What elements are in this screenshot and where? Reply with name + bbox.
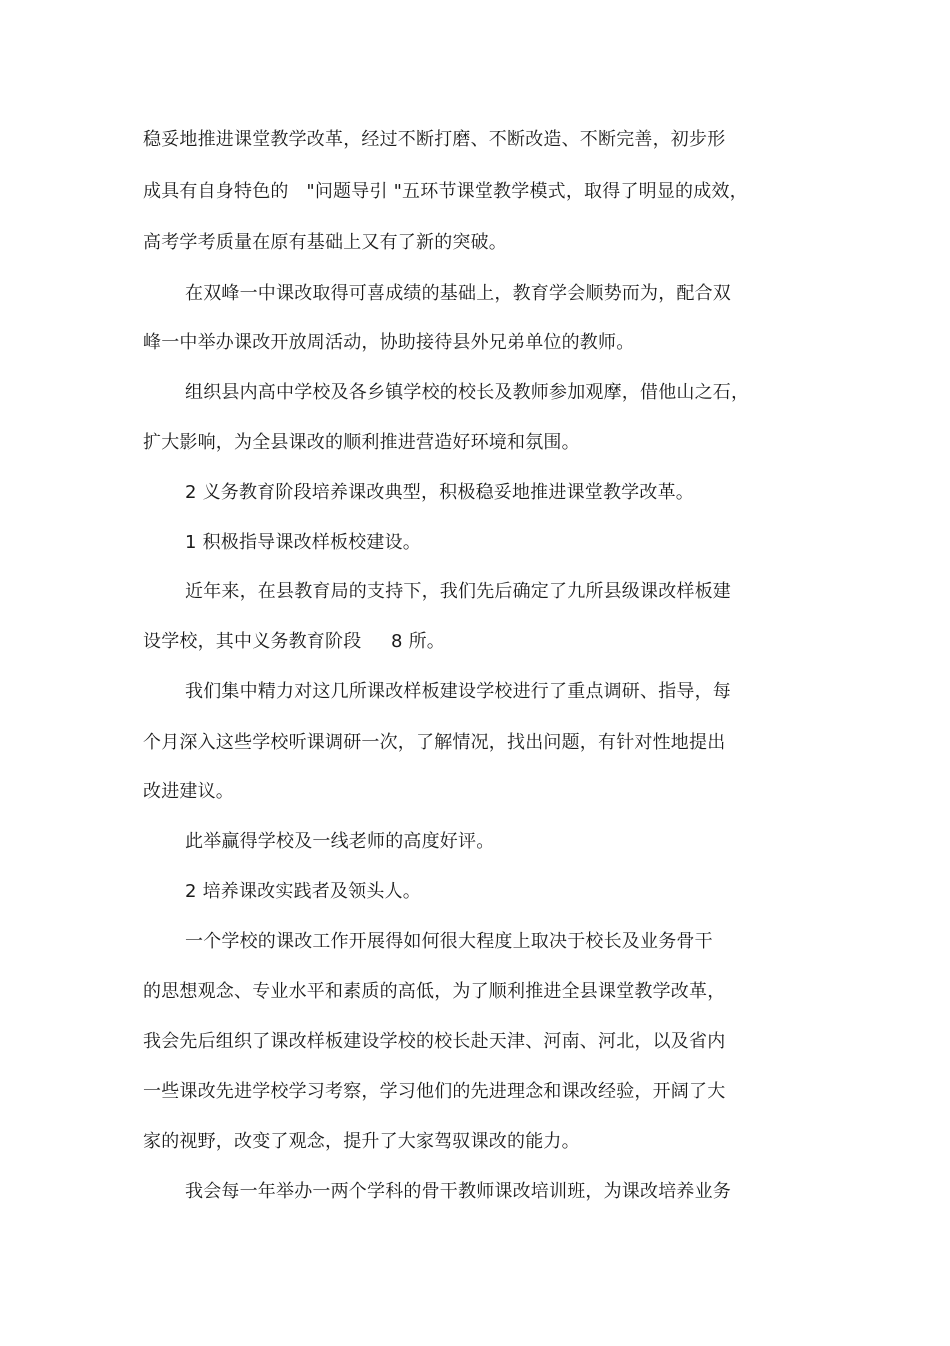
text-line: 成具有自身特色的 "问题导引 "五环节课堂教学模式，取得了明显的成效， xyxy=(143,181,748,202)
text-line: 此举赢得学校及一线老师的高度好评。 xyxy=(185,831,495,852)
text-line: 我会每一年举办一两个学科的骨干教师课改培训班，为课改培养业务 xyxy=(185,1181,731,1202)
text-line: 在双峰一中课改取得可喜成绩的基础上，教育学会顺势而为，配合双 xyxy=(185,283,731,304)
text-line: 我们集中精力对这几所课改样板建设学校进行了重点调研、指导，每 xyxy=(185,681,731,702)
text-line: 的思想观念、专业水平和素质的高低，为了顺利推进全县课堂教学改革， xyxy=(143,981,726,1002)
text-line: 2 义务教育阶段培养课改典型，积极稳妥地推进课堂教学改革。 xyxy=(185,482,694,503)
text-line: 高考学考质量在原有基础上又有了新的突破。 xyxy=(143,232,507,253)
text-line: 一个学校的课改工作开展得如何很大程度上取决于校长及业务骨干 xyxy=(185,931,713,952)
text-line: 扩大影响，为全县课改的顺利推进营造好环境和氛围。 xyxy=(143,432,580,453)
text-line: 组织县内高中学校及各乡镇学校的校长及教师参加观摩，借他山之石， xyxy=(185,382,750,403)
text-line: 我会先后组织了课改样板建设学校的校长赴天津、河南、河北，以及省内 xyxy=(143,1031,726,1052)
text-line: 个月深入这些学校听课调研一次，了解情况，找出问题，有针对性地提出 xyxy=(143,732,726,753)
text-line: 稳妥地推进课堂教学改革，经过不断打磨、不断改造、不断完善，初步形 xyxy=(143,129,726,150)
text-line: 一些课改先进学校学习考察，学习他们的先进理念和课改经验，开阔了大 xyxy=(143,1081,726,1102)
text-line: 近年来，在县教育局的支持下，我们先后确定了九所县级课改样板建 xyxy=(185,581,731,602)
text-line: 设学校，其中义务教育阶段 8 所。 xyxy=(143,631,445,652)
text-line: 峰一中举办课改开放周活动，协助接待县外兄弟单位的教师。 xyxy=(143,332,635,353)
text-line: 2 培养课改实践者及领头人。 xyxy=(185,881,421,902)
text-line: 1 积极指导课改样板校建设。 xyxy=(185,532,421,553)
text-line: 家的视野，改变了观念，提升了大家驾驭课改的能力。 xyxy=(143,1131,580,1152)
text-line: 改进建议。 xyxy=(143,781,234,802)
